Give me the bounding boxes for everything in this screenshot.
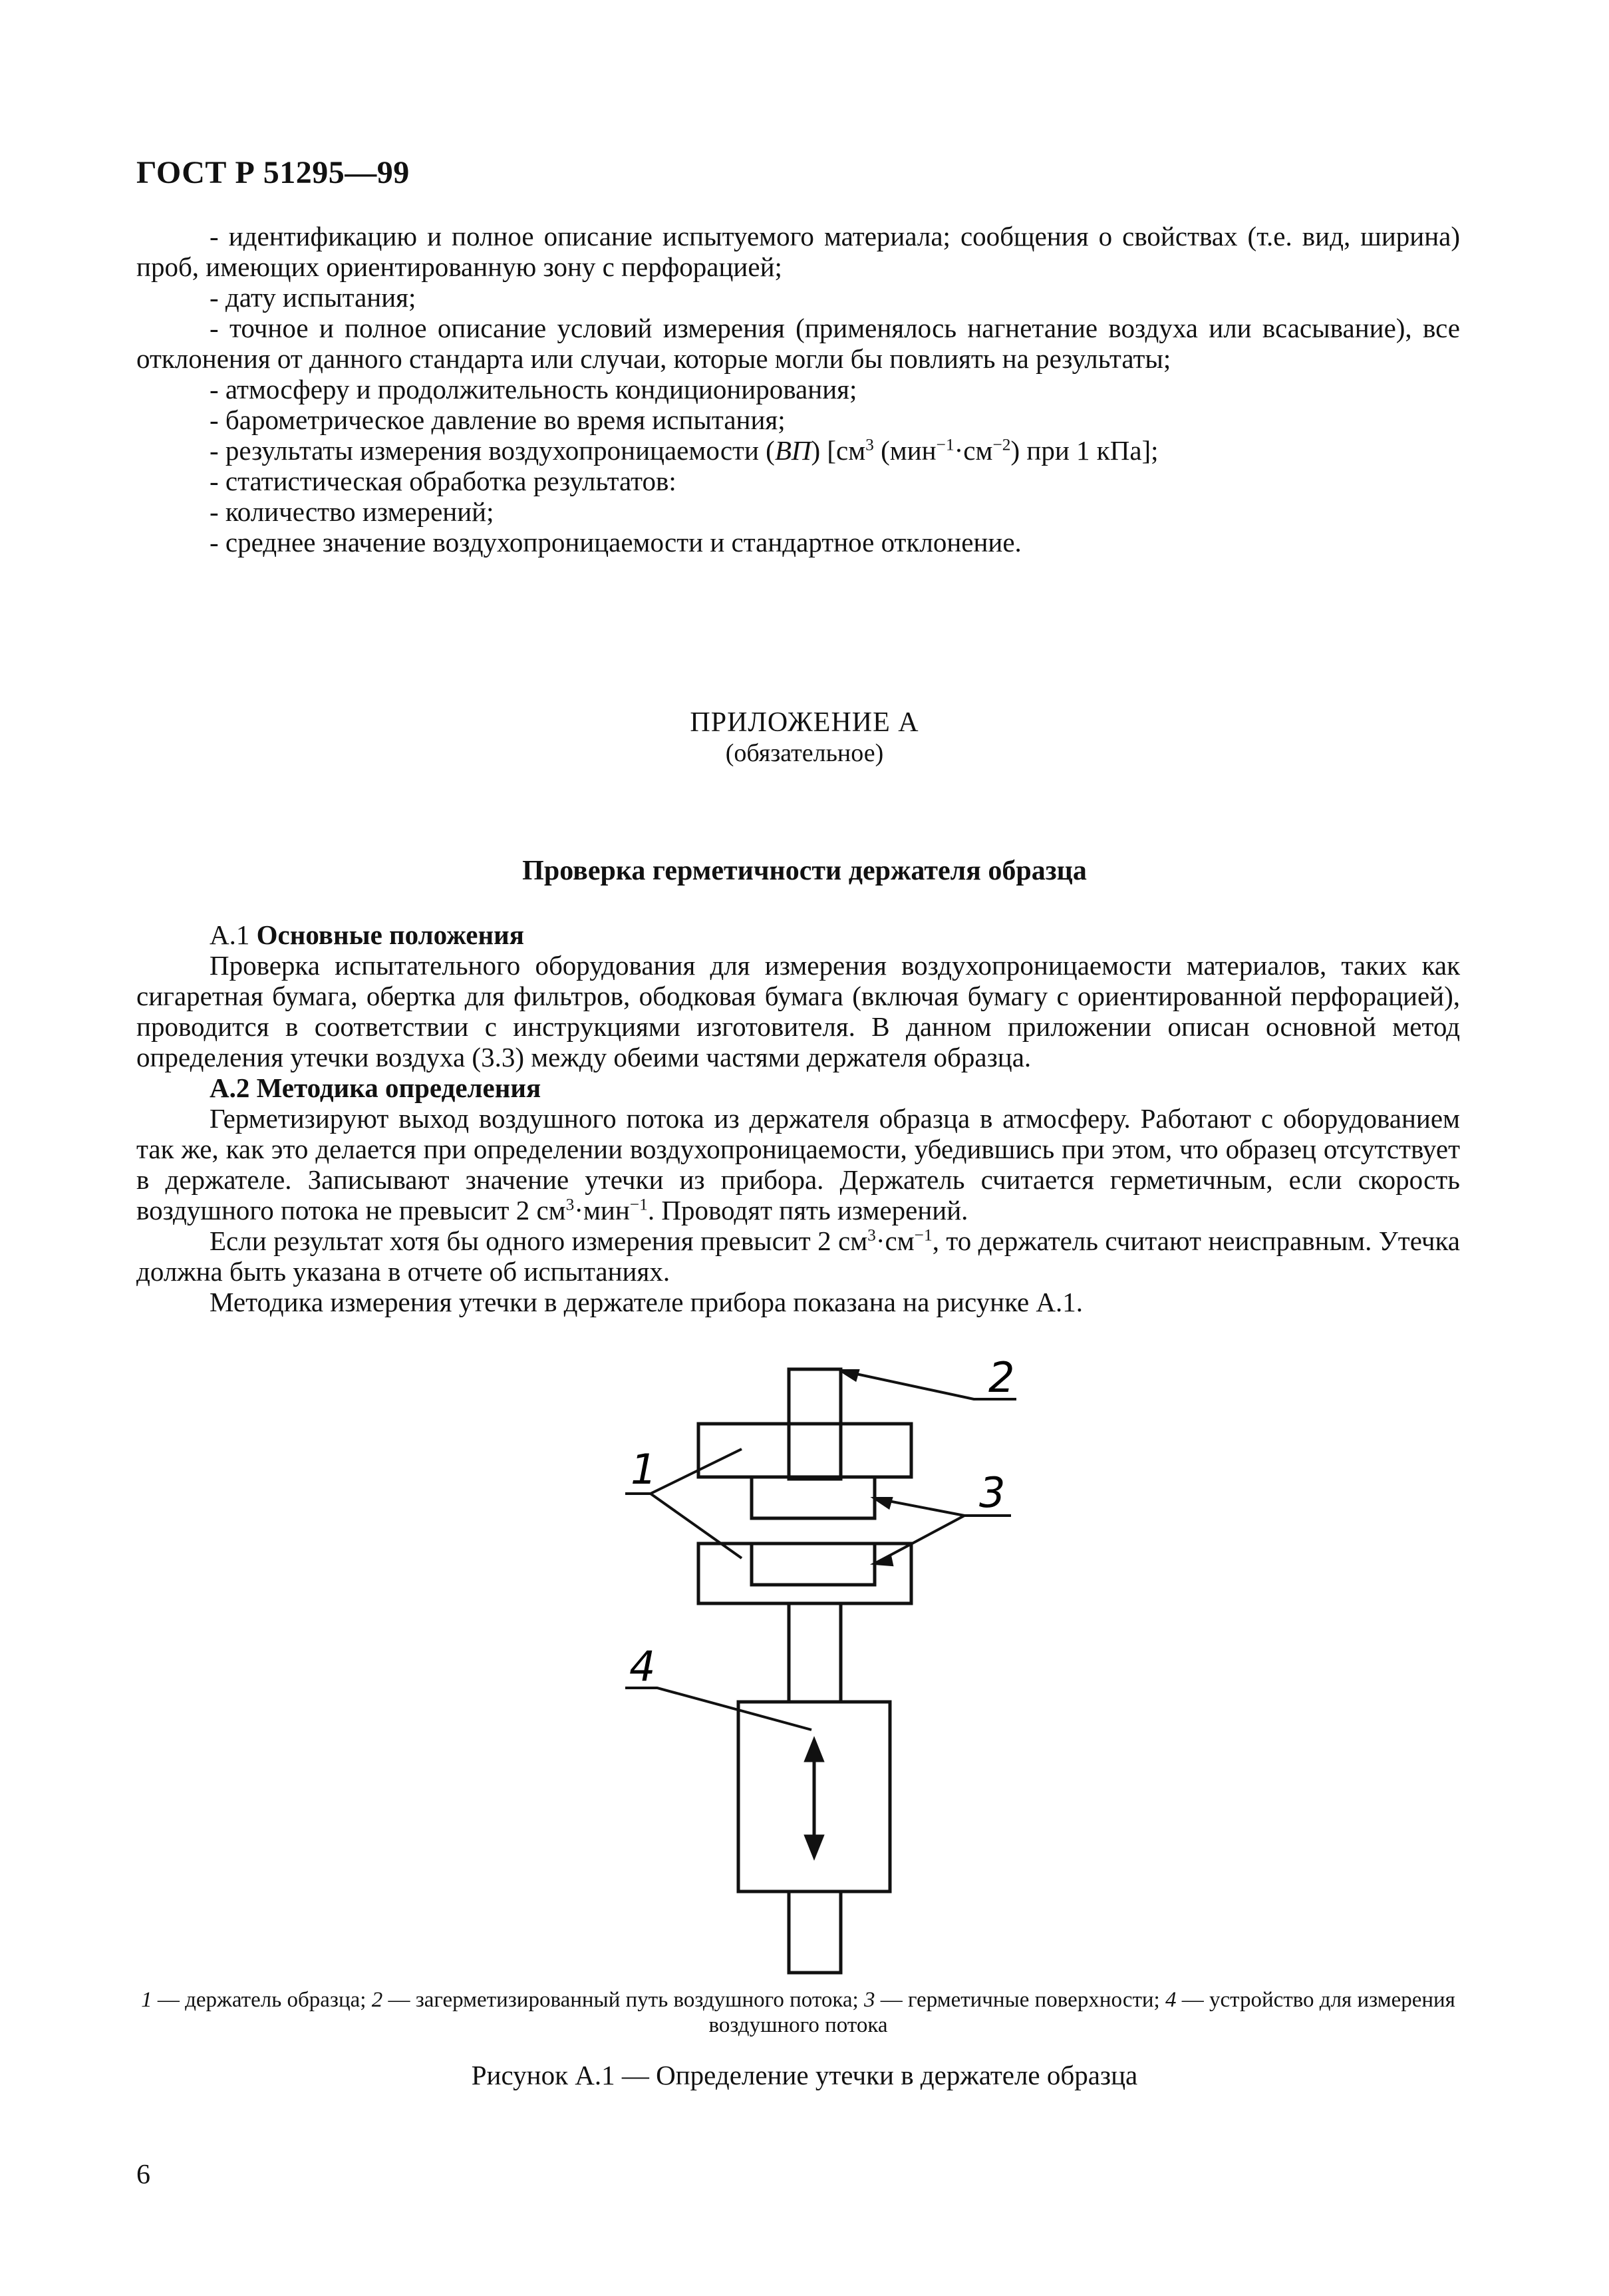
figure-legend: 1 — держатель образца; 2 — загерметизированный путь воздушного потока; 3 — герметичные поверхности; 4 — устройство для измерения воздушного потока (141, 1988, 1455, 2037)
list-item: - статистическая обработка результатов: (210, 466, 676, 496)
appendix-body (136, 919, 1460, 1317)
leader-3a-arrowhead (875, 1498, 891, 1508)
label-3: 3 (979, 1468, 1006, 1517)
label-4: 4 (629, 1642, 656, 1691)
bottom-shaft (789, 1891, 841, 1973)
upper-holder (698, 1424, 911, 1518)
list-item: - барометрическое давление во время испытания; (210, 405, 786, 435)
list-item: - дату испытания; (210, 282, 416, 313)
section-title: Проверка герметичности держателя образца (522, 856, 1087, 886)
leader-3b-arrowhead (875, 1556, 892, 1565)
list-item: - количество измерений; (210, 496, 494, 527)
lower-seal-block (752, 1544, 875, 1585)
legend-num-3: 3 (863, 1988, 875, 2012)
label-1: 1 (631, 1445, 657, 1494)
list-item: - среднее значение воздухопроницаемости и стандартное отклонение. (210, 527, 1022, 558)
report-requirements-list (136, 221, 1460, 558)
device-arrow-head-down (806, 1836, 822, 1856)
paragraph-a2-2: Если результат хотя бы одного измерения превысит 2 $см^3\cdot см^{-1}$, то держатель считают неисправным. Утечка должна быть указана в отчете об испытаниях. (136, 1226, 1460, 1287)
legend-num-1: 1 (141, 1988, 152, 2012)
legend-num-4: 4 (1165, 1988, 1177, 2012)
upper-seal-block (752, 1477, 875, 1518)
label-2: 2 (988, 1353, 1015, 1402)
subsection-heading-a2: А.2 Методика определения (210, 1072, 541, 1103)
standard-header: ГОСТ Р 51295—99 (136, 155, 410, 190)
figure-caption: Рисунок А.1 — Определение утечки в держателе образца (471, 2060, 1138, 2090)
lower-holder (698, 1544, 911, 1603)
leader-1b (651, 1494, 742, 1558)
paragraph-a1: Проверка испытательного оборудования для измерения воздухопроницаемости материалов, таких как сигаретная бумага, обертка для фильтров, ободковая бумага (включая бумагу с ориентированной перфорацией), проводится в соответствии с инструкциями изготовителя. В данном приложении описан основной метод определения утечки воздуха (3.3) между обеими частями держателя образца. (136, 950, 1460, 1072)
middle-shaft (789, 1603, 841, 1702)
list-item-results: - результаты измерения воздухопроницаемости (ВП) [$см^3$ $(мин^{-1}\cdot см^{-2})$ при 1 кПа]; (210, 435, 1159, 466)
leader-1a (651, 1449, 742, 1494)
leader-4 (625, 1688, 811, 1730)
list-item: - идентификацию и полное описание испытуемого материала; сообщения о свойствах (т.е. вид, ширина) проб, имеющих ориентированную зону с перфорацией; (136, 221, 1460, 282)
page-number: 6 (136, 2160, 150, 2190)
paragraph-a2-3: Методика измерения утечки в держателе прибора показана на рисунке А.1. (210, 1287, 1084, 1317)
subsection-heading-a1: А.1 Основные положения (210, 919, 524, 950)
holder-diagram (572, 1344, 1051, 1983)
legend-num-2: 2 (371, 1988, 383, 2012)
appendix-subtitle: (обязательное) (725, 739, 884, 767)
list-item: - точное и полное описание условий измерения (применялось нагнетание воздуха или всасывание), все отклонения от данного стандарта или случаи, которые могли бы повлиять на результаты; (136, 313, 1460, 374)
leader-2-arrowhead (841, 1371, 858, 1380)
device-arrow-head-up (806, 1740, 822, 1760)
paragraph-a2-1: Герметизируют выход воздушного потока из держателя образца в атмосферу. Работают с оборудованием так же, как это делается при определении воздухопроницаемости, убедившись при этом, что образец отсутствует в держателе. Записывают значение утечки из прибора. Держатель считается герметичным, если скорость воздушного потока не превысит 2 $см^3\cdot мин^{-1}$. Проводят пять измерений. (136, 1103, 1460, 1226)
list-item: - атмосферу и продолжительность кондиционирования; (210, 374, 857, 405)
appendix-title: ПРИЛОЖЕНИЕ А (690, 707, 919, 738)
